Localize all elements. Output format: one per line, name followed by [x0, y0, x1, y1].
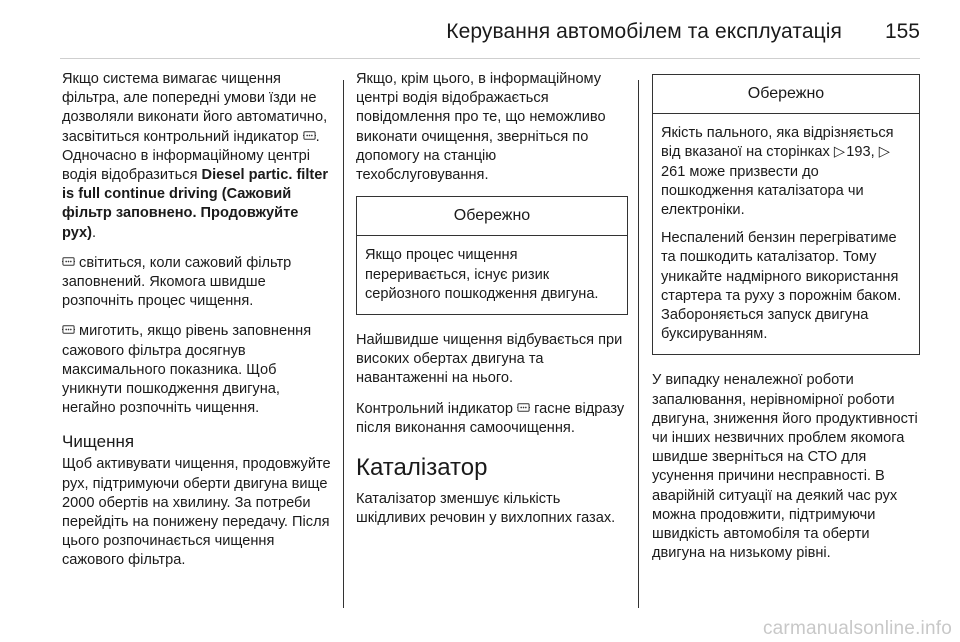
- caution-title: Обережно: [357, 197, 627, 236]
- caution-box: [652, 74, 920, 355]
- page-number: 155: [884, 20, 920, 43]
- arrow-icon: ▷: [833, 144, 846, 161]
- page-header: [0, 0, 960, 60]
- header-divider: [60, 58, 920, 59]
- caution-box: [356, 196, 628, 315]
- page-title: Керування автомобілем та експлуатація: [446, 20, 842, 43]
- section-heading: Каталізатор: [356, 454, 488, 482]
- column-1: [62, 70, 332, 582]
- column-divider: [343, 80, 344, 608]
- page-reference-link[interactable]: 261: [661, 163, 686, 180]
- dpf-indicator-icon: [517, 401, 530, 414]
- dpf-indicator-icon: [62, 255, 75, 268]
- paragraph: світиться, коли сажовий фільтр заповнений. Якомога швидше розпочніть процес чищення.: [62, 254, 292, 310]
- caution-body: [357, 236, 627, 314]
- caution-text: Неспалений бензин перегріватиме та пошкодить каталізатор. Тому уникайте надмірного використання стартера та руху з порожнім баком. Забороняється запуск двигуна буксируванням.: [661, 230, 902, 343]
- paragraph: Контрольний індикатор гасне відразу після виконання самоочищення.: [356, 400, 625, 436]
- paragraph: Щоб активувати чищення, продовжуйте рух, підтримуючи оберти двигуна вище 2000 обертів на хвилину. За потреби перейдіть на понижену передачу. Після цього розпочинається чищення сажового фільтра.: [62, 456, 331, 569]
- paragraph: миготить, якщо рівень заповнення сажового фільтра досягнув максимального показника. Щоб уникнути пошкодження двигуна, негайно розпочніть чищення.: [62, 323, 312, 417]
- caution-text: Якість пального, яка відрізняється від вказаної на сторінках ▷ 193, ▷ 261 може призвести до пошкодження каталізатора чи електроніки.: [661, 125, 894, 219]
- paragraph: У випадку неналежної роботи запалювання, нерівномірної роботи двигуна, зниження його продуктивності чи інших незвичних проблем якомога швидше зверніться на СТО для усунення причини несправності. В аварійній ситуації на деякий час рух можна продовжити, підтримуючи швидкість автомобіля та оберти двигуна на низькому рівні.: [652, 372, 918, 562]
- column-divider: [638, 80, 639, 608]
- column-2: [356, 70, 628, 539]
- column-3: [652, 70, 920, 574]
- caution-title: Обережно: [653, 75, 919, 114]
- caution-body: [653, 114, 919, 354]
- dpf-indicator-icon: [62, 323, 75, 336]
- paragraph: Якщо, крім цього, в інформаційному центрі водія відображається повідомлення про те, що неможливо виконати очищення, зверніться по допомогу на станцію техобслуговування.: [356, 71, 606, 184]
- arrow-icon: ▷: [878, 144, 890, 161]
- caution-text: Якщо процес чищення переривається, існує ризик серйозного пошкодження двигуна.: [365, 247, 599, 302]
- paragraph: Якщо система вимагає чищення фільтра, але попередні умови їзди не дозволяли виконати його автоматично, засвітиться контрольний індикатор . Одночасно в інформаційному центрі водія відобразиться Diesel partic. filter is full continue driving (Сажовий фільтр заповнено. Продовжуйте рух).: [62, 71, 329, 241]
- section-heading: Чищення: [62, 432, 135, 452]
- page-reference-link[interactable]: 193: [846, 144, 871, 161]
- paragraph: Каталізатор зменшує кількість шкідливих речовин у вихлопних газах.: [356, 491, 616, 527]
- dpf-indicator-icon: [303, 129, 316, 142]
- paragraph: Найшвидше чищення відбувається при високих обертах двигуна та навантаженні на нього.: [356, 332, 623, 387]
- display-message: Diesel partic. filter is full continue driving (Сажовий фільтр заповнено. Продовжуйте рух): [62, 167, 329, 241]
- watermark: carmanualsonline.info: [762, 618, 952, 639]
